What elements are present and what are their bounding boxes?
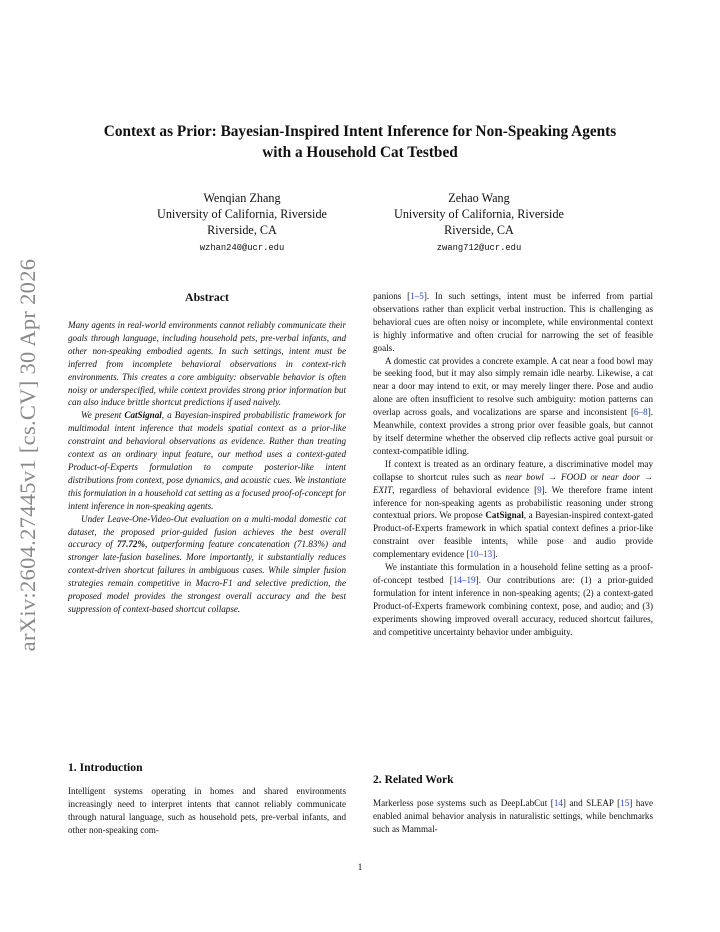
text-run: ] and SLEAP [ [562, 798, 621, 808]
right-column-body [373, 290, 653, 638]
text-run: Under Leave-One-Video-Out evaluation on a multi-modal domestic cat dataset, the proposed prior-guided fusion achieves the best overall accuracy of [68, 513, 346, 550]
text-run: A domestic cat provides a concrete example. A cat near a food bowl may be seeking food, but it may also simply remain idle nearby. Likewise, a cat near a door may intend to exit, or may merely linger there. Pose and audio alone are often insufficient to resolve such ambiguity: motion patterns can overlap across goals, and vocalizations are sparse and inconsistent [ [373, 355, 653, 418]
citation-link[interactable]: 9 [537, 484, 542, 495]
section-heading-introduction: 1. Introduction [68, 761, 143, 774]
intro-paragraph-1: Intelligent systems operating in homes and shared environments increasingly need to interpret intents that cannot reliably communicate through natural language, such as household pets, pre-verbal infants, and other non-speaking com- [68, 786, 346, 835]
abstract-body [68, 319, 346, 616]
intro-paragraph-3 [373, 458, 653, 561]
text-run: panions [ [373, 291, 411, 301]
text-run: , regardless of behavioral evidence [ [392, 484, 538, 495]
text-run: We present [81, 410, 125, 421]
author-location: Riverside, CA [444, 223, 514, 237]
intro-paragraph-2 [373, 355, 653, 458]
text-run: ]. Our contributions are: (1) a prior-guided formulation for intent inference in non-speaking agents; (2) a context-gated Product-of-Experts framework combining context, pose, and audio; and (3) experiments showing improved overall accuracy, reduced shortcut failures, and competitive uncertainty behavior under ambiguity. [373, 574, 653, 637]
text-run: ] have enabled animal behavior analysis in naturalistic settings, while benchmarks such as Mammal- [373, 798, 653, 834]
citation-link[interactable]: 14–19 [452, 574, 476, 585]
introduction-body [68, 785, 346, 837]
citation-link[interactable]: 15 [620, 798, 630, 808]
title-line-2: with a Household Cat Testbed [262, 143, 458, 161]
shortcut-rule: near bowl → FOOD [505, 471, 587, 482]
author-name: Wenqian Zhang [203, 191, 281, 205]
page-number: 1 [357, 863, 363, 873]
arxiv-identifier [8, 260, 48, 650]
abstract-paragraph-2 [68, 409, 346, 512]
title-line-1: Context as Prior: Bayesian-Inspired Intent Inference for Non-Speaking Agents [103, 123, 617, 140]
text-run: Markerless pose systems such as DeepLabCut [ [373, 798, 554, 808]
citation-link[interactable]: 1–5 [410, 291, 424, 301]
author-2 [359, 190, 599, 256]
abstract-paragraph-3 [68, 513, 346, 616]
text-run: If context is treated as an ordinary feature, a discriminative model may collapse to shortcut rules such as [373, 458, 653, 482]
author-1 [122, 190, 362, 256]
accuracy-value: 77.72% [117, 539, 146, 550]
method-name: CatSignal [485, 510, 524, 521]
text-run: , outperforming feature concatenation (71.83%) and stronger late-fusion baselines. More importantly, it substantially reduces context-driven shortcut failures in ambiguous cases. While simpler fusion strategies remain competitive in Macro-F1 and selective prediction, the proposed model provides the strongest overall accuracy and the best suppression of context-based shortcut collapse. [68, 539, 347, 614]
author-affiliation: University of California, Riverside [394, 207, 564, 221]
text-run: ]. [492, 549, 498, 560]
shortcut-rule: near door → EXIT [373, 471, 653, 495]
text-run: or [586, 471, 602, 482]
author-email[interactable]: wzhan240@ucr.edu [199, 243, 285, 253]
author-location: Riverside, CA [207, 223, 277, 237]
text-run: , a Bayesian-inspired probabilistic framework for multimodal intent inference that models spatial context as a prior-like constraint and behavioral observations as evidence. Rather than treating context as an ordinary input feature, our method uses a context-gated Product-of-Experts formulation to compute posterior-like intent distributions from context, pose dynamics, and acoustic cues. We instantiate this formulation in a household cat setting as a focused proof-of-concept for intent inference in non-speaking agents. [68, 410, 346, 511]
arxiv-identifier-text: arXiv:2604.27445v1 [cs.CV] 30 Apr 2026 [15, 258, 40, 652]
paper-title [60, 122, 660, 163]
intro-paragraph-4 [373, 561, 653, 638]
text-run: ]. We therefore frame intent inference for non-speaking agents as probabilistic reasoning under strong contextual priors. We propose [373, 484, 653, 521]
text-run: , a Bayesian-inspired context-gated Product-of-Experts framework in which spatial context defines a prior-like constraint over feasible intents, while pose and audio provide complementary evidence [ [373, 510, 653, 560]
citation-link[interactable]: 6–8 [634, 407, 648, 418]
text-run: ]. In such settings, intent must be inferred from partial observations rather than explicit verbal instruction. This is challenging as behavioral cues are often noisy or incomplete, while environmental context is highly informative and often crucial for narrowing the set of feasible goals. [373, 291, 653, 353]
section-heading-related-work: 2. Related Work [373, 773, 454, 786]
related-paragraph-1 [373, 797, 653, 836]
related-work-body [373, 797, 653, 836]
author-affiliation: University of California, Riverside [157, 207, 327, 221]
text-run: We instantiate this formulation in a household feline setting as a proof-of-concept testbed [ [373, 562, 653, 585]
abstract-heading: Abstract [185, 290, 229, 304]
citation-link[interactable]: 10–13 [469, 549, 493, 560]
author-name: Zehao Wang [448, 191, 510, 205]
intro-paragraph-continued [373, 290, 653, 355]
citation-link[interactable]: 14 [553, 798, 563, 808]
text-run: ]. Meanwhile, context provides a strong prior over feasible goals, but cannot by itself determine whether the observed clip reflects active goal pursuit or context-compatible idling. [373, 407, 653, 456]
abstract-paragraph-1: Many agents in real-world environments cannot reliably communicate their goals through language, including household pets, pre-verbal infants, and other non-speaking embodied agents. In such settings, intent must be inferred from incomplete behavioral observations in context-rich environments. This creates a core ambiguity: observable behavior is often noisy or underspecified, while context provides strong prior information but can also induce brittle shortcut predictions if used naively. [68, 320, 346, 408]
author-email[interactable]: zwang712@ucr.edu [436, 243, 522, 253]
method-name: CatSignal [124, 410, 162, 421]
